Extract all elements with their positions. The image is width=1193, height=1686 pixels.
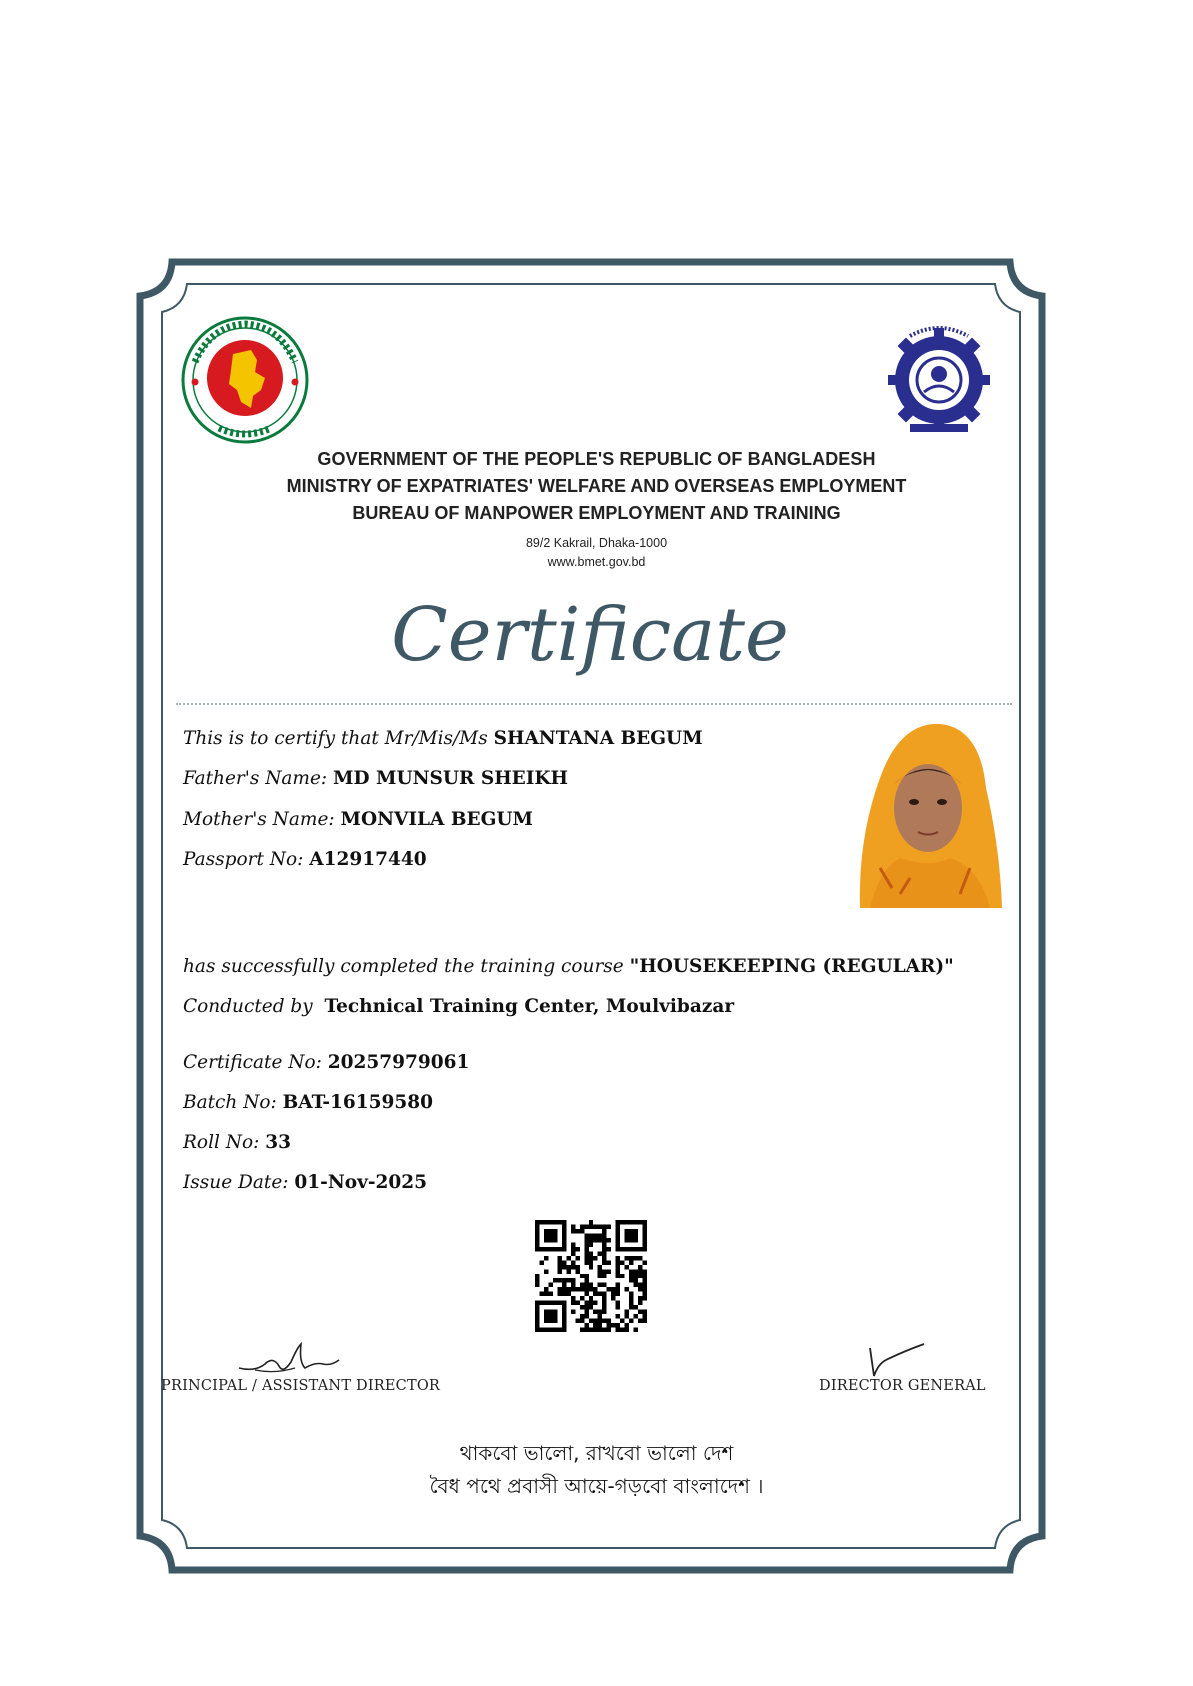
motto-line-2: বৈধ পথে প্রবাসী আয়ে-গড়বো বাংলাদেশ । <box>429 1474 764 1498</box>
course-name: "HOUSEKEEPING (REGULAR)" <box>629 956 954 977</box>
conducted-line <box>183 996 734 1017</box>
batch-no-line <box>183 1092 433 1113</box>
principal-signature <box>235 1338 345 1380</box>
passport-label: Passport No: <box>183 849 304 870</box>
roll-no-line <box>183 1132 291 1153</box>
certificate-title-text: Certificate <box>391 592 789 678</box>
divider <box>176 703 1012 705</box>
qr-code <box>535 1220 647 1332</box>
holder-name-line <box>183 728 703 749</box>
government-seal-icon <box>181 316 309 444</box>
conducted-label: Conducted by <box>183 996 313 1017</box>
motto-line-1: থাকবো ভালো, রাখবো ভালো দেশ <box>459 1441 734 1465</box>
batch-number: BAT-16159580 <box>282 1092 434 1113</box>
passport-number: A12917440 <box>309 849 427 870</box>
passport-line <box>183 849 427 870</box>
batch-no-label: Batch No: <box>183 1092 277 1113</box>
completed-label: has successfully completed the training course <box>183 956 624 977</box>
holder-photo <box>840 718 1002 908</box>
header-address: 89/2 Kakrail, Dhaka-1000 <box>525 536 668 550</box>
principal-role: PRINCIPAL / ASSISTANT DIRECTOR <box>161 1378 441 1394</box>
mother-name-line <box>183 809 533 830</box>
header-website: www.bmet.gov.bd <box>547 555 646 569</box>
roll-number: 33 <box>265 1132 291 1153</box>
father-name: MD MUNSUR SHEIKH <box>333 768 568 789</box>
header-bureau: BUREAU OF MANPOWER EMPLOYMENT AND TRAINING <box>352 503 841 523</box>
header-government: GOVERNMENT OF THE PEOPLE'S REPUBLIC OF BANGLADESH <box>317 449 876 469</box>
certificate-number: 20257979061 <box>327 1052 470 1073</box>
training-center: Technical Training Center, Moulvibazar <box>324 996 735 1017</box>
bmet-seal-icon <box>880 318 998 436</box>
certificate-no-line <box>183 1052 469 1073</box>
holder-name: SHANTANA BEGUM <box>493 728 703 749</box>
intro-label: This is to certify that Mr/Mis/Ms <box>183 728 488 749</box>
header-ministry: MINISTRY OF EXPATRIATES' WELFARE AND OVERSEAS EMPLOYMENT <box>286 476 907 496</box>
father-name-line <box>183 768 568 789</box>
roll-no-label: Roll No: <box>183 1132 260 1153</box>
issue-date-line <box>183 1172 427 1193</box>
course-line <box>183 956 954 977</box>
director-general-signature <box>862 1340 928 1378</box>
certificate-no-label: Certificate No: <box>183 1052 322 1073</box>
issue-date-label: Issue Date: <box>183 1172 289 1193</box>
mother-label: Mother's Name: <box>183 809 335 830</box>
father-label: Father's Name: <box>183 768 328 789</box>
certificate-title <box>360 580 820 695</box>
director-general-role: DIRECTOR GENERAL <box>819 1378 986 1394</box>
mother-name: MONVILA BEGUM <box>340 809 533 830</box>
issue-date: 01-Nov-2025 <box>294 1172 428 1193</box>
